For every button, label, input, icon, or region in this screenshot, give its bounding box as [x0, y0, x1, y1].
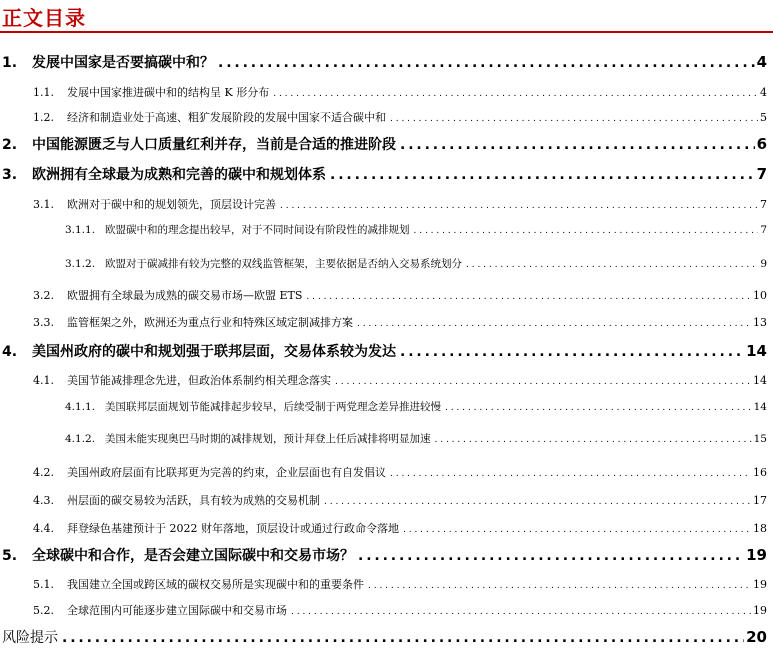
page-number: 18 — [753, 522, 767, 535]
page-number: 4 — [756, 53, 767, 71]
page-number: 17 — [753, 494, 767, 507]
section-number: 5.1. — [33, 578, 54, 591]
dot-leader — [324, 494, 751, 507]
page-number: 9 — [760, 258, 767, 270]
section-title: 美国州政府层面有比联邦更为完善的约束，企业层面也有自发倡议 — [67, 466, 386, 479]
toc-entry-5-1[interactable] — [0, 576, 773, 592]
page-number: 7 — [760, 198, 767, 211]
page-number: 16 — [753, 466, 767, 479]
toc-entry-5[interactable] — [0, 545, 773, 565]
section-number: 3.1. — [33, 198, 54, 211]
section-title: 我国建立全国或跨区域的碳权交易所是实现碳中和的重要条件 — [67, 578, 364, 591]
dot-leader — [335, 374, 751, 387]
dot-leader — [358, 548, 744, 564]
section-title: 欧洲对于碳中和的规划领先，顶层设计完善 — [67, 198, 276, 211]
toc-entry-5-2[interactable] — [0, 602, 773, 618]
dot-leader — [400, 344, 744, 360]
section-title: 拜登绿色基建预计于 2022 财年落地，顶层设计或通过行政命令落地 — [67, 522, 399, 535]
section-number: 4. — [2, 344, 18, 360]
section-title: 美国节能减排理念先进，但政治体系制约相关理念落实 — [67, 374, 331, 387]
section-number: 3.3. — [33, 316, 54, 329]
toc-entry-3-1-2[interactable] — [0, 256, 773, 271]
toc-entry-3[interactable] — [0, 164, 773, 184]
section-title: 欧洲拥有全球最为成熟和完善的碳中和规划体系 — [32, 167, 326, 183]
dot-leader — [414, 224, 759, 236]
dot-leader — [390, 466, 751, 479]
section-number: 1.2. — [33, 111, 54, 124]
section-number: 2. — [2, 137, 18, 153]
toc-entry-3-1-1[interactable] — [0, 222, 773, 237]
section-number: 4.1.2. — [65, 433, 96, 445]
section-number: 3.2. — [33, 289, 54, 302]
section-title: 美国未能实现奥巴马时期的减排规划，预计拜登上任后减排将明显加速 — [105, 433, 431, 445]
page-number: 13 — [753, 316, 767, 329]
dot-leader — [218, 55, 755, 71]
toc-entry-4-1-1[interactable] — [0, 399, 773, 414]
section-title: 风险提示 — [2, 630, 58, 646]
section-title: 监管框架之外，欧洲还为重点行业和特殊区域定制减排方案 — [67, 316, 353, 329]
toc-entry-3-2[interactable] — [0, 287, 773, 303]
section-title: 发展中国家推进碳中和的结构呈 K 形分布 — [67, 86, 270, 99]
page-number: 19 — [753, 578, 767, 591]
toc-title: 正文目录 — [2, 6, 86, 30]
toc-entry-4-2[interactable] — [0, 464, 773, 480]
toc-entry-4-1-2[interactable] — [0, 431, 773, 446]
toc-entry-4-3[interactable] — [0, 492, 773, 508]
page-number: 5 — [760, 111, 767, 124]
toc-entry-2[interactable] — [0, 134, 773, 154]
section-title: 州层面的碳交易较为活跃，具有较为成熟的交易机制 — [67, 494, 320, 507]
page-number: 15 — [753, 433, 767, 445]
dot-leader — [357, 316, 751, 329]
dot-leader — [435, 433, 752, 445]
dot-leader — [280, 198, 758, 211]
section-number: 4.2. — [33, 466, 54, 479]
section-title: 中国能源匮乏与人口质量红利并存，当前是合适的推进阶段 — [32, 137, 396, 153]
section-number: 3. — [2, 167, 18, 183]
dot-leader — [400, 137, 755, 153]
page-number: 19 — [746, 546, 767, 564]
page-number: 14 — [753, 374, 767, 387]
page-number: 20 — [746, 628, 767, 646]
dot-leader — [390, 111, 758, 124]
toc-entry-4[interactable] — [0, 341, 773, 361]
section-number: 5.2. — [33, 604, 54, 617]
section-number: 5. — [2, 548, 18, 564]
section-title: 发展中国家是否要搞碳中和？ — [32, 55, 214, 71]
section-title: 全球碳中和合作，是否会建立国际碳中和交易市场？ — [32, 548, 354, 564]
dot-leader — [330, 167, 755, 183]
toc-entry-1[interactable] — [0, 52, 773, 72]
dot-leader — [403, 522, 751, 535]
section-title: 欧盟碳中和的理念提出较早，对于不同时间设有阶段性的减排规划 — [105, 224, 410, 236]
page-number: 4 — [760, 86, 767, 99]
section-number: 1. — [2, 55, 18, 71]
title-divider — [0, 31, 773, 33]
dot-leader — [306, 289, 751, 302]
dot-leader — [62, 630, 744, 646]
section-number: 4.3. — [33, 494, 54, 507]
page-number: 7 — [756, 165, 767, 183]
dot-leader — [466, 258, 758, 270]
toc-entry-1-2[interactable] — [0, 109, 773, 125]
toc-entry-risk[interactable] — [0, 627, 773, 647]
section-title: 全球范围内可能逐步建立国际碳中和交易市场 — [67, 604, 287, 617]
toc-entry-3-3[interactable] — [0, 314, 773, 330]
section-title: 经济和制造业处于高速、粗犷发展阶段的发展中国家不适合碳中和 — [67, 111, 386, 124]
section-title: 美国联邦层面规划节能减排起步较早，后续受制于两党理念差异推进较慢 — [105, 401, 441, 413]
page-number: 6 — [756, 135, 767, 153]
page-number: 7 — [760, 224, 767, 236]
dot-leader — [273, 86, 758, 99]
page-number: 14 — [746, 342, 767, 360]
dot-leader — [291, 604, 751, 617]
toc-entry-1-1[interactable] — [0, 84, 773, 100]
section-number: 3.1.2. — [65, 258, 96, 270]
section-title: 欧盟拥有全球最为成熟的碳交易市场—欧盟 ETS — [67, 289, 303, 302]
toc-entry-3-1[interactable] — [0, 196, 773, 212]
dot-leader — [445, 401, 752, 413]
toc-entry-4-4[interactable] — [0, 520, 773, 536]
toc-entry-4-1[interactable] — [0, 372, 773, 388]
page-number: 10 — [753, 289, 767, 302]
section-number: 3.1.1. — [65, 224, 96, 236]
section-title: 欧盟对于碳减排有较为完整的双线监管框架，主要依据是否纳入交易系统划分 — [105, 258, 462, 270]
page-number: 19 — [753, 604, 767, 617]
section-number: 1.1. — [33, 86, 54, 99]
section-number: 4.4. — [33, 522, 54, 535]
section-number: 4.1.1. — [65, 401, 96, 413]
dot-leader — [368, 578, 751, 591]
section-title: 美国州政府的碳中和规划强于联邦层面，交易体系较为发达 — [32, 344, 396, 360]
section-number: 4.1. — [33, 374, 54, 387]
page-number: 14 — [753, 401, 767, 413]
